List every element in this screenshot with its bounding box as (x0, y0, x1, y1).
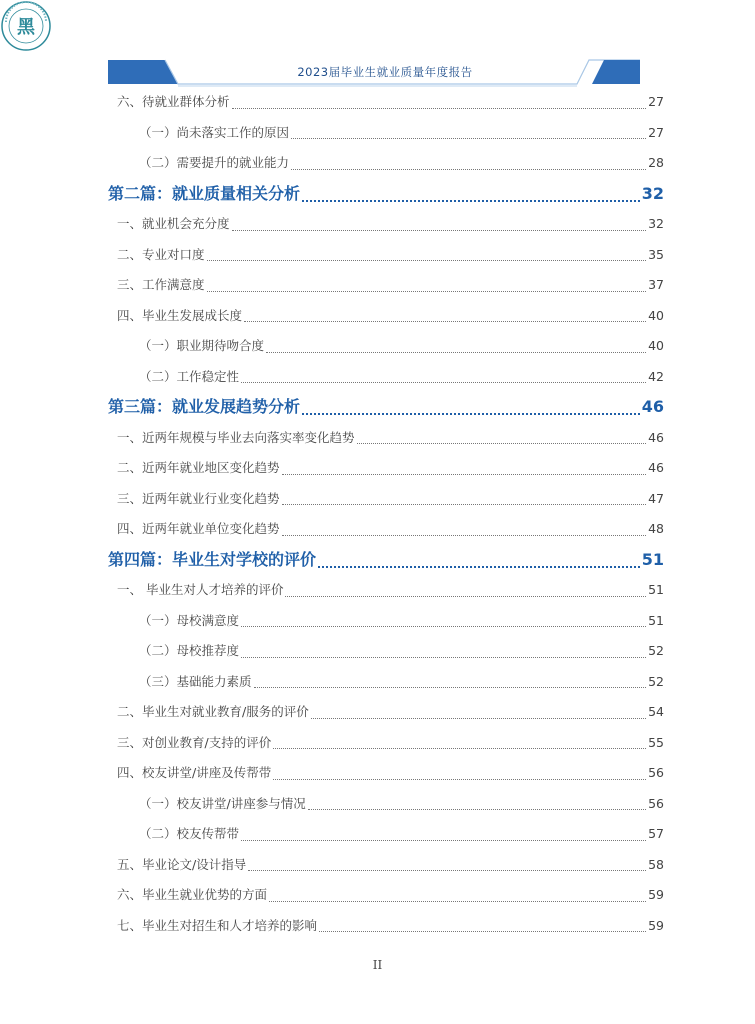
toc-entry-label: 第三篇：就业发展趋势分析 (108, 397, 301, 416)
toc-leader-dots (241, 612, 646, 627)
toc-entry[interactable] (117, 306, 664, 326)
toc-entry[interactable] (139, 123, 664, 143)
toc-entry-page: 56 (648, 765, 664, 780)
toc-entry-label: （一）母校满意度 (139, 612, 240, 628)
toc-leader-dots (273, 734, 646, 749)
toc-entry-page: 46 (648, 429, 664, 445)
toc-entry-label: 二、专业对口度 (117, 246, 205, 262)
toc-entry-label: 四、校友讲堂/讲座及传帮带 (117, 765, 272, 780)
toc-entry-page: 27 (648, 124, 664, 140)
toc-entry[interactable] (117, 885, 664, 905)
toc-entry[interactable] (117, 428, 664, 448)
toc-entry-page: 37 (648, 277, 664, 292)
toc-leader-dots (241, 826, 646, 841)
toc-entry[interactable] (117, 92, 664, 112)
toc-entry-page: 52 (648, 673, 664, 689)
toc-leader-dots (282, 521, 647, 536)
toc-leader-dots (282, 490, 647, 505)
toc-entry-label: 三、近两年就业行业变化趋势 (117, 490, 280, 506)
toc-entry[interactable] (117, 855, 664, 875)
toc-leader-dots (302, 397, 640, 415)
toc-entry-page: 51 (648, 612, 664, 628)
toc-entry-label: 第四篇：毕业生对学校的评价 (108, 549, 317, 569)
toc-entry-label: （二）工作稳定性 (139, 368, 240, 384)
toc-entry[interactable] (139, 672, 664, 692)
toc-entry-page: 54 (648, 704, 664, 719)
toc-entry-label: 六、待就业群体分析 (117, 94, 230, 109)
toc-leader-dots (319, 917, 646, 932)
toc-entry-label: 七、毕业生对招生和人才培养的影响 (117, 917, 318, 933)
toc-entry-label: 一、 毕业生对人才培养的评价 (117, 582, 284, 597)
logo-glyph: 黑 (17, 17, 35, 38)
toc-entry[interactable] (117, 489, 664, 509)
toc-entry-page: 28 (648, 155, 664, 170)
toc-entry-page: 59 (648, 887, 664, 902)
toc-entry-label: 四、毕业生发展成长度 (117, 307, 243, 323)
toc-leader-dots (232, 216, 647, 231)
footer-page-number: II (372, 958, 383, 972)
toc-leader-dots (357, 429, 647, 444)
toc-entry-page: 46 (648, 460, 664, 475)
header-title: 2023届毕业生就业质量年度报告 (297, 65, 473, 79)
toc-entry[interactable] (117, 702, 664, 722)
toc-entry[interactable] (139, 153, 664, 173)
toc-leader-dots (302, 184, 640, 202)
toc-entry-label: 一、就业机会充分度 (117, 216, 230, 231)
toc-entry-label: 二、近两年就业地区变化趋势 (117, 460, 280, 475)
toc-entry[interactable] (117, 245, 664, 265)
toc-entry-label: （二）需要提升的就业能力 (139, 155, 290, 170)
toc-entry[interactable] (139, 336, 664, 356)
toc-leader-dots (241, 643, 646, 658)
toc-leader-dots (248, 856, 646, 871)
header-band-graphic (0, 0, 755, 100)
toc-leader-dots (232, 94, 647, 109)
toc-entry-page: 42 (648, 368, 664, 384)
toc-entry-page: 47 (648, 490, 664, 506)
toc-entry-page: 48 (648, 521, 664, 536)
toc-leader-dots (241, 368, 646, 383)
toc-entry[interactable] (139, 611, 664, 631)
toc-entry-page: 51 (641, 549, 664, 569)
toc-entry-label: 三、对创业教育/支持的评价 (117, 734, 272, 750)
toc-part-heading[interactable] (108, 395, 664, 419)
toc-part-heading[interactable] (108, 548, 664, 572)
toc-entry[interactable] (117, 214, 664, 234)
toc-leader-dots (291, 155, 646, 170)
toc-leader-dots (254, 673, 647, 688)
toc-entry-label: （三）基础能力素质 (139, 673, 252, 689)
toc-entry-label: 六、毕业生就业优势的方面 (117, 887, 268, 902)
toc-entry-page: 55 (648, 734, 664, 750)
toc-entry-page: 56 (648, 795, 664, 811)
toc-leader-dots (318, 550, 640, 568)
toc-leader-dots (266, 338, 646, 353)
toc-entry-page: 51 (648, 582, 664, 597)
toc-entry[interactable] (117, 519, 664, 539)
toc-entry-label: （一）校友讲堂/讲座参与情况 (139, 795, 306, 811)
toc-entry-page: 40 (648, 307, 664, 323)
toc-leader-dots (207, 246, 647, 261)
toc-entry-label: 二、毕业生对就业教育/服务的评价 (117, 704, 309, 719)
toc-entry[interactable] (139, 794, 664, 814)
toc-entry-page: 32 (648, 216, 664, 231)
toc-entry-label: （一）尚未落实工作的原因 (139, 124, 290, 140)
page-header (0, 0, 755, 100)
toc-entry-label: （一）职业期待吻合度 (139, 338, 265, 353)
toc-entry-label: 五、毕业论文/设计指导 (117, 856, 247, 872)
toc-entry[interactable] (117, 916, 664, 936)
toc-entry-label: （二）母校推荐度 (139, 643, 240, 658)
toc-part-heading[interactable] (108, 182, 664, 206)
toc-leader-dots (291, 124, 646, 139)
toc-leader-dots (269, 887, 646, 902)
toc-entry[interactable] (117, 458, 664, 478)
toc-entry-page: 40 (648, 338, 664, 353)
toc-entry-label: 一、近两年规模与毕业去向落实率变化趋势 (117, 429, 355, 445)
toc-entry-page: 35 (648, 246, 664, 262)
toc-entry-page: 57 (648, 826, 664, 841)
toc-entry-page: 58 (648, 856, 664, 872)
toc-entry[interactable] (117, 580, 664, 600)
toc-leader-dots (207, 277, 647, 292)
toc-entry[interactable] (139, 367, 664, 387)
toc-leader-dots (308, 795, 646, 810)
toc-entry[interactable] (139, 824, 664, 844)
toc-entry-page: 59 (648, 917, 664, 933)
toc-entry[interactable] (117, 275, 664, 295)
toc-entry-label: 三、工作满意度 (117, 277, 205, 292)
toc-entry[interactable] (117, 763, 664, 783)
toc-entry-page: 52 (648, 643, 664, 658)
toc-leader-dots (244, 307, 646, 322)
toc-leader-dots (273, 765, 646, 780)
toc-leader-dots (311, 704, 646, 719)
toc-entry-page: 32 (641, 183, 664, 203)
toc-entry-label: 第二篇：就业质量相关分析 (108, 183, 301, 203)
toc-entry-label: （二）校友传帮带 (139, 826, 240, 841)
toc-entry-label: 四、近两年就业单位变化趋势 (117, 521, 280, 536)
toc-leader-dots (282, 460, 647, 475)
toc-entry-page: 46 (641, 397, 664, 416)
toc-entry[interactable] (117, 733, 664, 753)
toc-entry[interactable] (139, 641, 664, 661)
toc-leader-dots (285, 582, 646, 597)
university-logo (0, 0, 52, 52)
toc-entry-page: 27 (648, 94, 664, 109)
